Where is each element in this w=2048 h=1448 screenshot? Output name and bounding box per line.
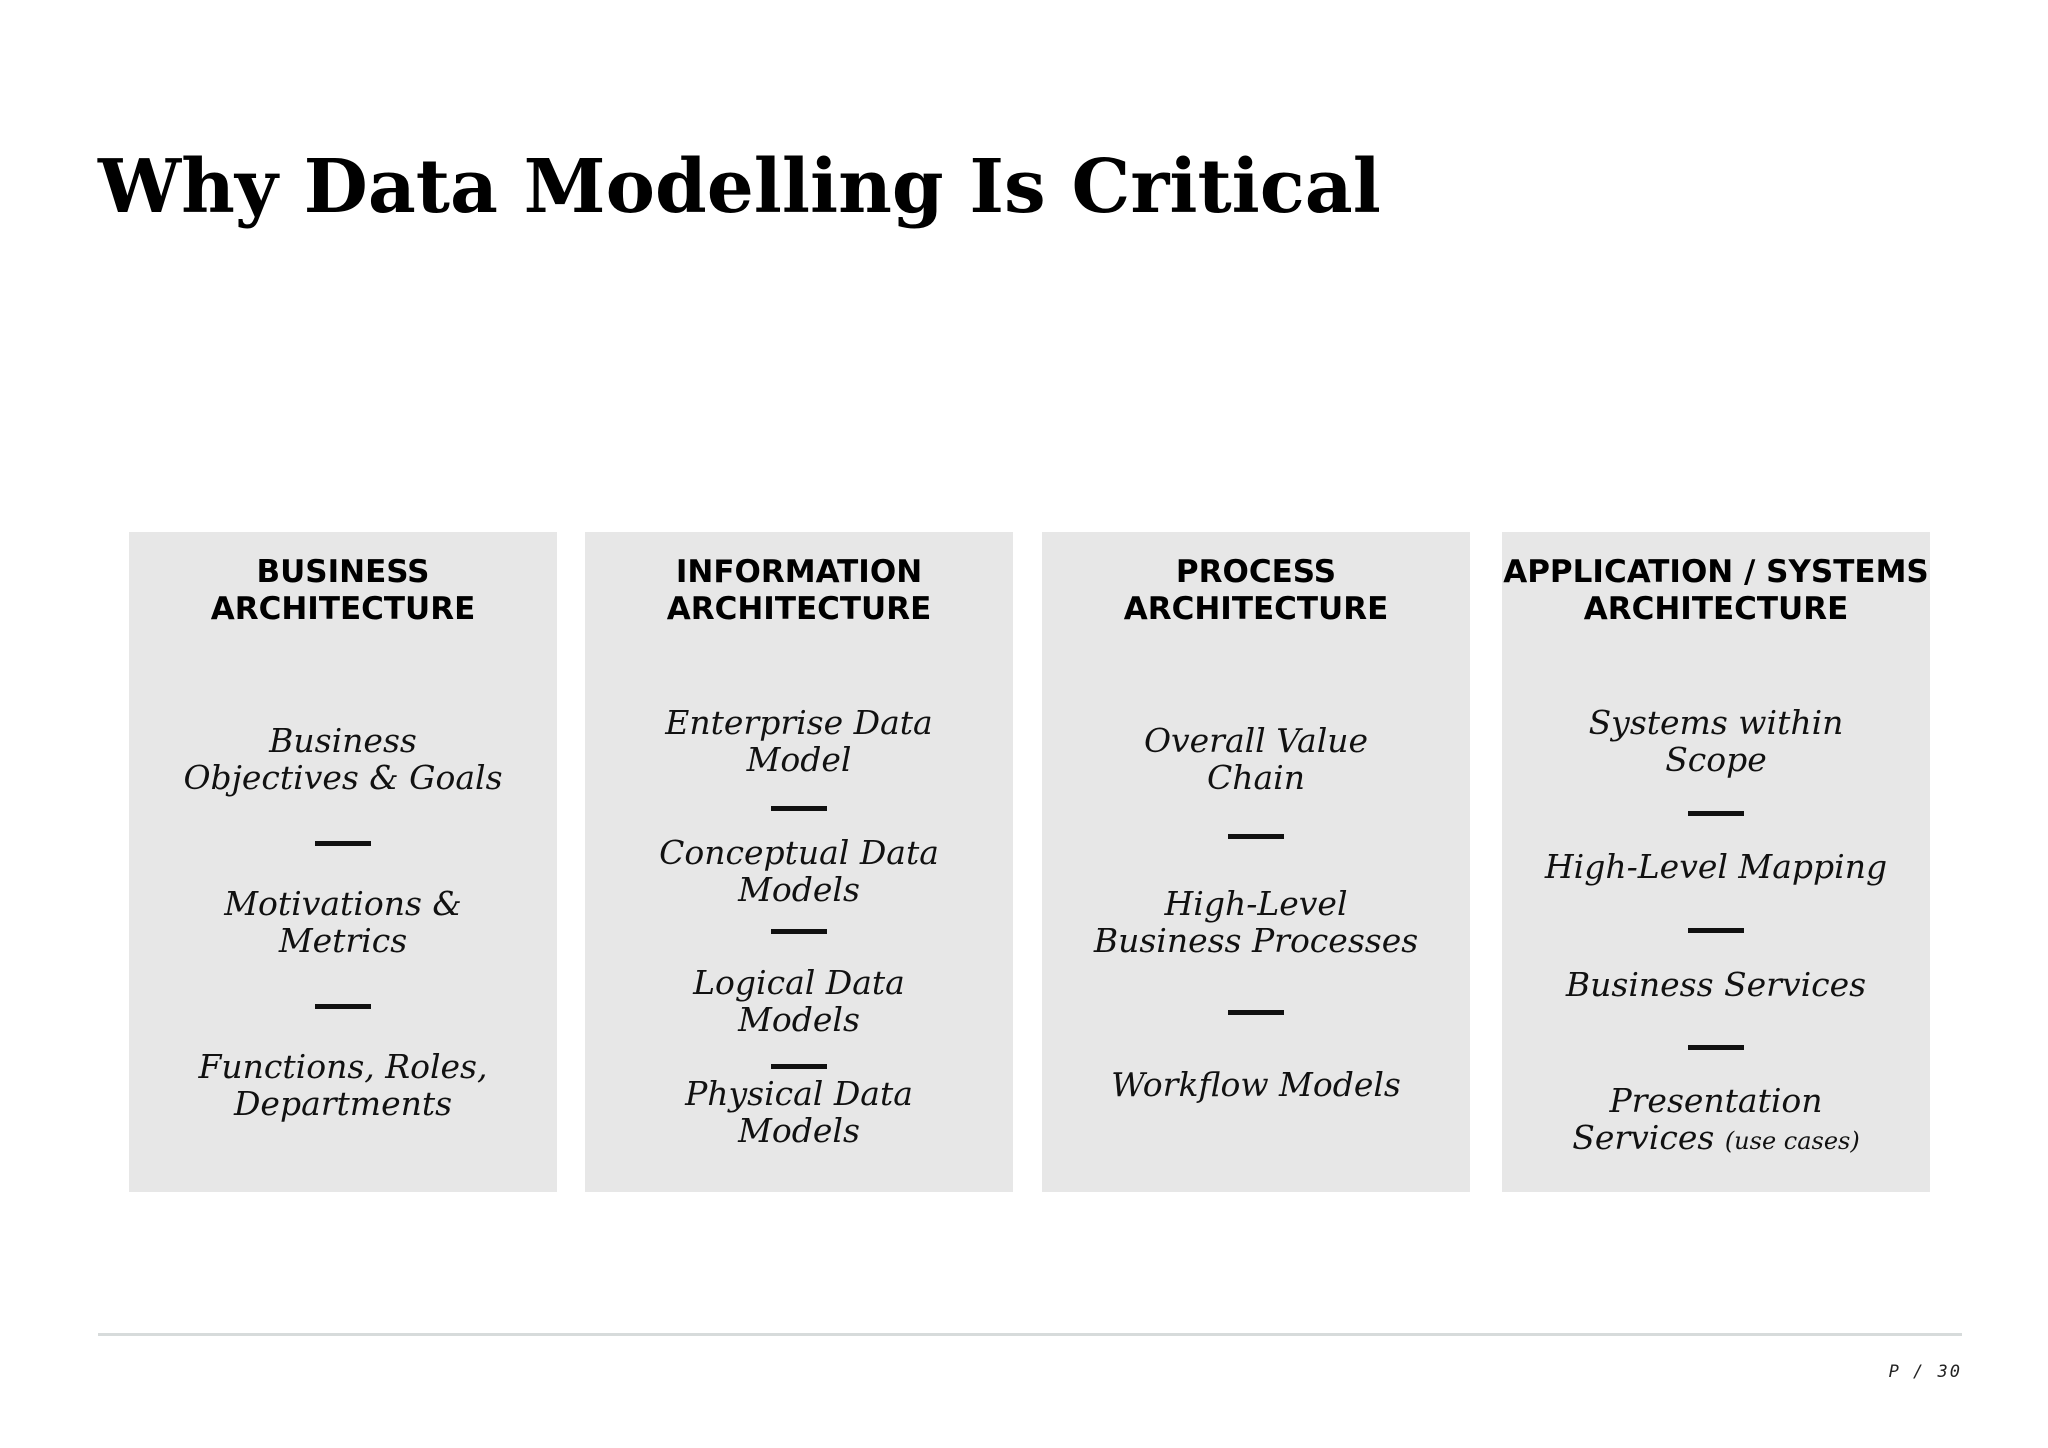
separator-dash <box>771 929 827 934</box>
panel-heading <box>129 554 557 628</box>
separator-dash <box>771 806 827 811</box>
footer-divider <box>98 1333 1962 1336</box>
process-architecture-panel <box>1042 532 1470 1192</box>
item-line: Logical Data <box>693 963 905 1002</box>
item-line: High-Level <box>1164 884 1348 923</box>
panel-heading <box>585 554 1013 628</box>
item-line: Business <box>269 721 417 760</box>
item-line: Models <box>738 1111 860 1150</box>
item-line: Departments <box>233 1084 453 1123</box>
item-line: Business Services <box>1565 965 1867 1004</box>
application-systems-architecture-panel <box>1502 532 1930 1192</box>
list-item <box>1502 704 1930 778</box>
list-item <box>1502 1082 1930 1160</box>
list-item <box>585 704 1013 778</box>
item-line: Business Processes <box>1093 921 1419 960</box>
page-number: P / 30 <box>1888 1362 1962 1382</box>
heading-line: ARCHITECTURE <box>1583 591 1849 627</box>
item-line: Models <box>738 1000 860 1039</box>
list-item <box>1502 966 1930 1003</box>
item-line: Model <box>746 740 852 779</box>
separator-dash <box>1228 834 1284 839</box>
list-item <box>1042 722 1470 796</box>
information-architecture-panel <box>585 532 1013 1192</box>
item-line-with-note <box>1502 1119 1930 1160</box>
list-item <box>129 1048 557 1122</box>
list-item <box>129 722 557 796</box>
item-line: Models <box>738 870 860 909</box>
heading-line: PROCESS <box>1175 554 1337 590</box>
item-note: (use cases) <box>1724 1127 1860 1155</box>
separator-dash <box>1688 928 1744 933</box>
separator-dash <box>1688 811 1744 816</box>
item-line: Systems within <box>1588 703 1844 742</box>
separator-dash <box>1688 1045 1744 1050</box>
list-item <box>585 1075 1013 1149</box>
separator-dash <box>315 841 371 846</box>
list-item <box>1502 848 1930 885</box>
separator-dash <box>771 1064 827 1069</box>
list-item <box>129 885 557 959</box>
item-line: Enterprise Data <box>665 703 933 742</box>
item-line: Conceptual Data <box>659 833 939 872</box>
panel-heading <box>1042 554 1470 628</box>
list-item <box>585 834 1013 908</box>
business-architecture-panel <box>129 532 557 1192</box>
item-line: Chain <box>1207 758 1305 797</box>
item-line: Services <box>1572 1118 1715 1157</box>
item-line: Motivations & <box>224 884 462 923</box>
item-line: Objectives & Goals <box>183 758 503 797</box>
heading-line: BUSINESS <box>256 554 430 590</box>
list-item <box>1042 1066 1470 1103</box>
list-item <box>1042 885 1470 959</box>
separator-dash <box>315 1004 371 1009</box>
item-line: Physical Data <box>685 1074 913 1113</box>
item-line: Metrics <box>278 921 408 960</box>
item-line: High-Level Mapping <box>1544 847 1888 886</box>
item-line: Overall Value <box>1143 721 1369 760</box>
item-line: Presentation <box>1609 1081 1823 1120</box>
heading-line: INFORMATION <box>675 554 923 590</box>
item-line: Functions, Roles, <box>198 1047 488 1086</box>
panel-heading <box>1502 554 1930 628</box>
list-item <box>585 964 1013 1038</box>
separator-dash <box>1228 1010 1284 1015</box>
item-line: Workflow Models <box>1111 1065 1401 1104</box>
page-title: Why Data Modelling Is Critical <box>98 144 1381 230</box>
item-line: Scope <box>1665 740 1767 779</box>
heading-line: ARCHITECTURE <box>666 591 932 627</box>
heading-line: ARCHITECTURE <box>210 591 476 627</box>
heading-line: ARCHITECTURE <box>1123 591 1389 627</box>
heading-line: APPLICATION / SYSTEMS <box>1503 554 1929 590</box>
